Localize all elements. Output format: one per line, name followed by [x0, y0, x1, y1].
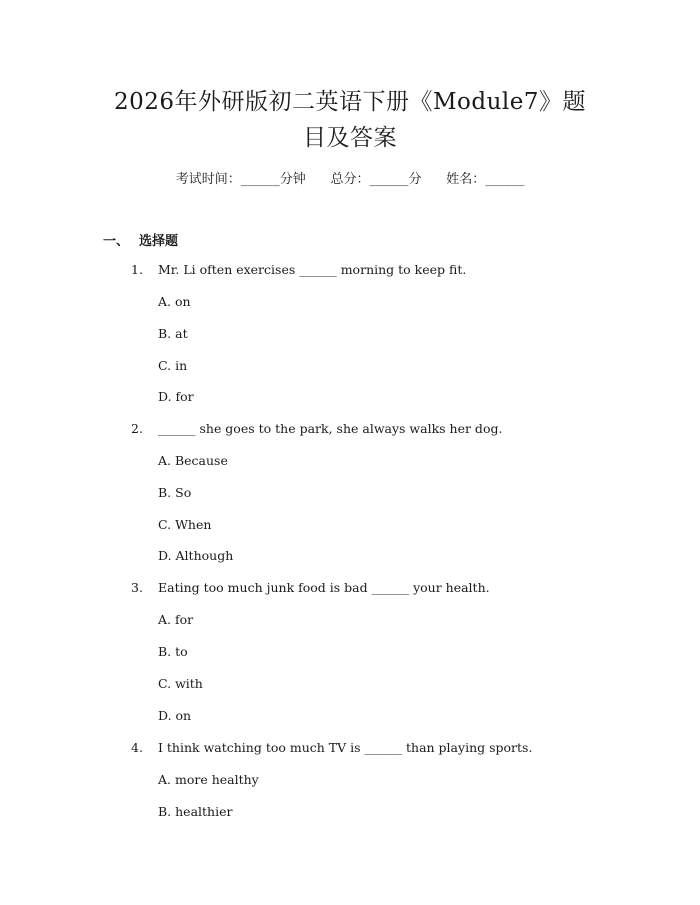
option: C. When: [158, 517, 212, 532]
question-text: Eating too much junk food is bad ______ your health.: [158, 580, 490, 595]
exam-meta: 考试时间：______分钟 总分：______分 姓名：______: [175, 172, 525, 187]
option: A. for: [158, 612, 194, 627]
question-number: 2.: [131, 421, 143, 436]
document-title: [60, 84, 640, 156]
option: C. in: [158, 358, 188, 373]
option: B. healthier: [158, 804, 233, 819]
section-label: 选择题: [139, 234, 179, 249]
option: D. for: [158, 389, 194, 404]
option: A. Because: [158, 453, 228, 468]
section-heading: [103, 230, 178, 249]
question-number: 3.: [131, 580, 143, 595]
option: C. with: [158, 676, 203, 691]
question: [131, 580, 490, 595]
question: [131, 262, 466, 277]
option: D. on: [158, 708, 192, 723]
question-text: I think watching too much TV is ______ than playing sports.: [158, 740, 533, 755]
option: A. more healthy: [158, 772, 259, 787]
question: [131, 421, 502, 436]
question-text: Mr. Li often exercises ______ morning to keep fit.: [158, 262, 467, 277]
question-text: ______ she goes to the park, she always walks her dog.: [158, 421, 503, 436]
question-number: 4.: [131, 740, 143, 755]
question-number: 1.: [131, 262, 143, 277]
title-line-2: 目及答案: [303, 125, 397, 151]
option: A. on: [158, 294, 191, 309]
question: [131, 740, 532, 755]
option: B. to: [158, 644, 188, 659]
option: B. So: [158, 485, 192, 500]
option: D. Although: [158, 548, 234, 563]
section-number: 一、: [103, 234, 130, 249]
option: B. at: [158, 326, 188, 341]
title-line-1: 2026年外研版初二英语下册《Module7》题: [113, 89, 587, 115]
